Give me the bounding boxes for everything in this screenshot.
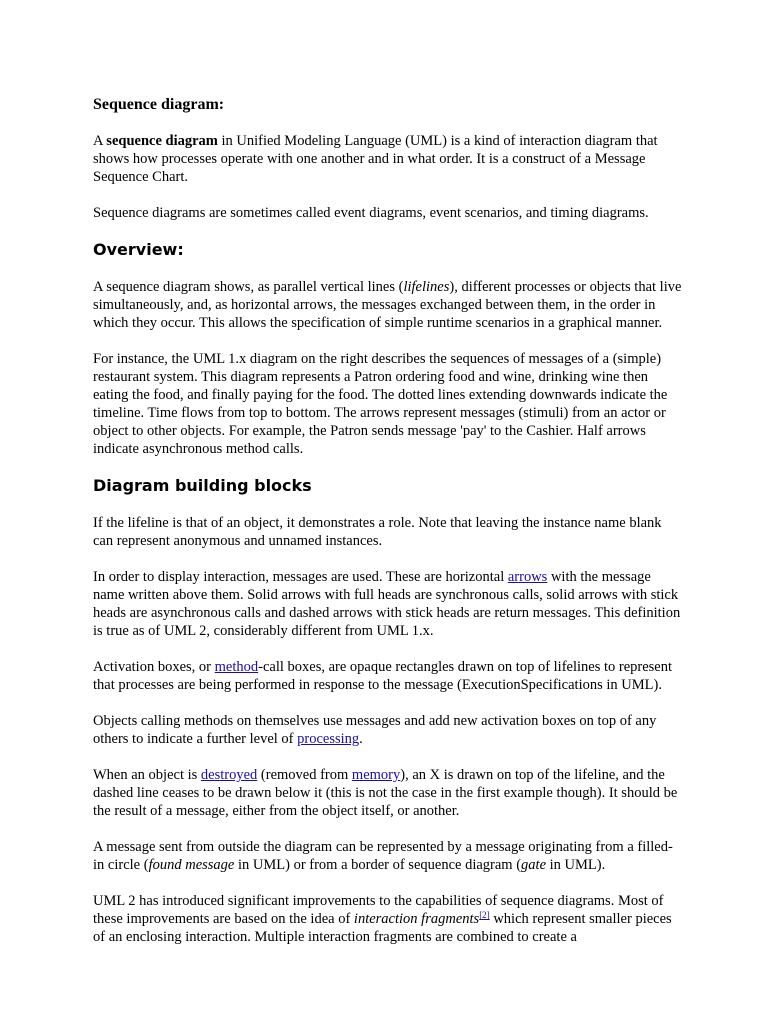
building-blocks-heading: Diagram building blocks: [93, 476, 312, 495]
method-link[interactable]: method: [214, 659, 259, 675]
processing-link[interactable]: processing: [297, 731, 360, 747]
intro-paragraph-1: [93, 132, 683, 186]
building-paragraph-4: [93, 712, 683, 748]
arrows-link[interactable]: arrows: [507, 569, 548, 585]
text-run: Activation boxes, or: [93, 659, 215, 675]
building-paragraph-6: [93, 838, 683, 874]
text-run: in UML).: [546, 857, 606, 873]
italic-term: interaction fragments: [353, 911, 480, 927]
bold-term: sequence diagram: [106, 133, 218, 149]
text-run: with the message name written above them. Solid arrows with full heads are synchronous calls, solid arrows with stick heads are asynchronous calls and dashed arrows with stick heads are return messages. This definition is true as of UML 2, considerably different from UML 1.x.: [93, 569, 681, 639]
text-run: ), an X is drawn on top of the lifeline, and the dashed line ceases to be drawn below it (this is not the case in the first example though). It should be the result of a message, either from the object itself, or another.: [93, 767, 678, 819]
text-run: which represent smaller pieces of an enclosing interaction. Multiple interaction fragments are combined to create a: [93, 911, 672, 945]
text-run: ), different processes or objects that live simultaneously, and, as horizontal arrows, the messages exchanged between them, in the order in which they occur. This allows the specification of simple runtime scenarios in a graphical manner.: [93, 279, 682, 331]
text-run: -call boxes, are opaque rectangles drawn on top of lifelines to represent that processes are being performed in response to the message (ExecutionSpecifications in UML).: [93, 659, 673, 693]
text-run: A message sent from outside the diagram can be represented by a message originating from a filled-in circle (: [93, 839, 673, 873]
text-run: in UML) or from a border of sequence diagram (: [234, 857, 522, 873]
text-run: UML 2 has introduced significant improvements to the capabilities of sequence diagrams. Most of these improvements are based on the idea of: [93, 893, 664, 927]
overview-paragraph-2: For instance, the UML 1.x diagram on the right describes the sequences of messages of a (simple) restaurant system. This diagram represents a Patron ordering food and wine, drinking wine then eating the food, and finally paying for the food. The dotted lines extending downwards indicate the timeline. Time flows from top to bottom. The arrows represent messages (stimuli) from an actor or object to other objects. For example, the Patron sends message 'pay' to the Cashier. Half arrows indicate asynchronous method calls.: [93, 351, 668, 457]
italic-term: found message: [148, 857, 235, 873]
italic-term: lifelines: [403, 279, 450, 295]
text-run: A: [93, 133, 107, 149]
italic-term: gate: [521, 857, 547, 873]
text-run: A sequence diagram shows, as parallel vertical lines (: [93, 279, 404, 295]
building-paragraph-1: If the lifeline is that of an object, it demonstrates a role. Note that leaving the instance name blank can represent anonymous and unnamed instances.: [93, 515, 662, 549]
page-title: Sequence diagram:: [93, 96, 225, 113]
text-run: When an object is: [93, 767, 201, 783]
document-page: [93, 96, 683, 964]
text-run: .: [359, 731, 363, 747]
intro-paragraph-2: Sequence diagrams are sometimes called event diagrams, event scenarios, and timing diagrams.: [93, 205, 649, 221]
building-paragraph-2: [93, 568, 683, 640]
footnote-link[interactable]: [2]: [479, 910, 490, 920]
overview-heading: Overview:: [93, 240, 184, 259]
text-run: Objects calling methods on themselves use messages and add new activation boxes on top of any others to indicate a further level of: [93, 713, 657, 747]
text-run: (removed from: [257, 767, 352, 783]
overview-paragraph-1: [93, 278, 683, 332]
text-run: in Unified Modeling Language (UML) is a kind of interaction diagram that shows how processes operate with one another and in what order. It is a construct of a Message Sequence Chart.: [93, 133, 658, 185]
building-paragraph-7: [93, 892, 683, 946]
destroyed-link[interactable]: destroyed: [200, 767, 258, 783]
building-paragraph-5: [93, 766, 683, 820]
building-paragraph-3: [93, 658, 683, 694]
text-run: In order to display interaction, messages are used. These are horizontal: [93, 569, 508, 585]
memory-link[interactable]: memory: [351, 767, 401, 783]
